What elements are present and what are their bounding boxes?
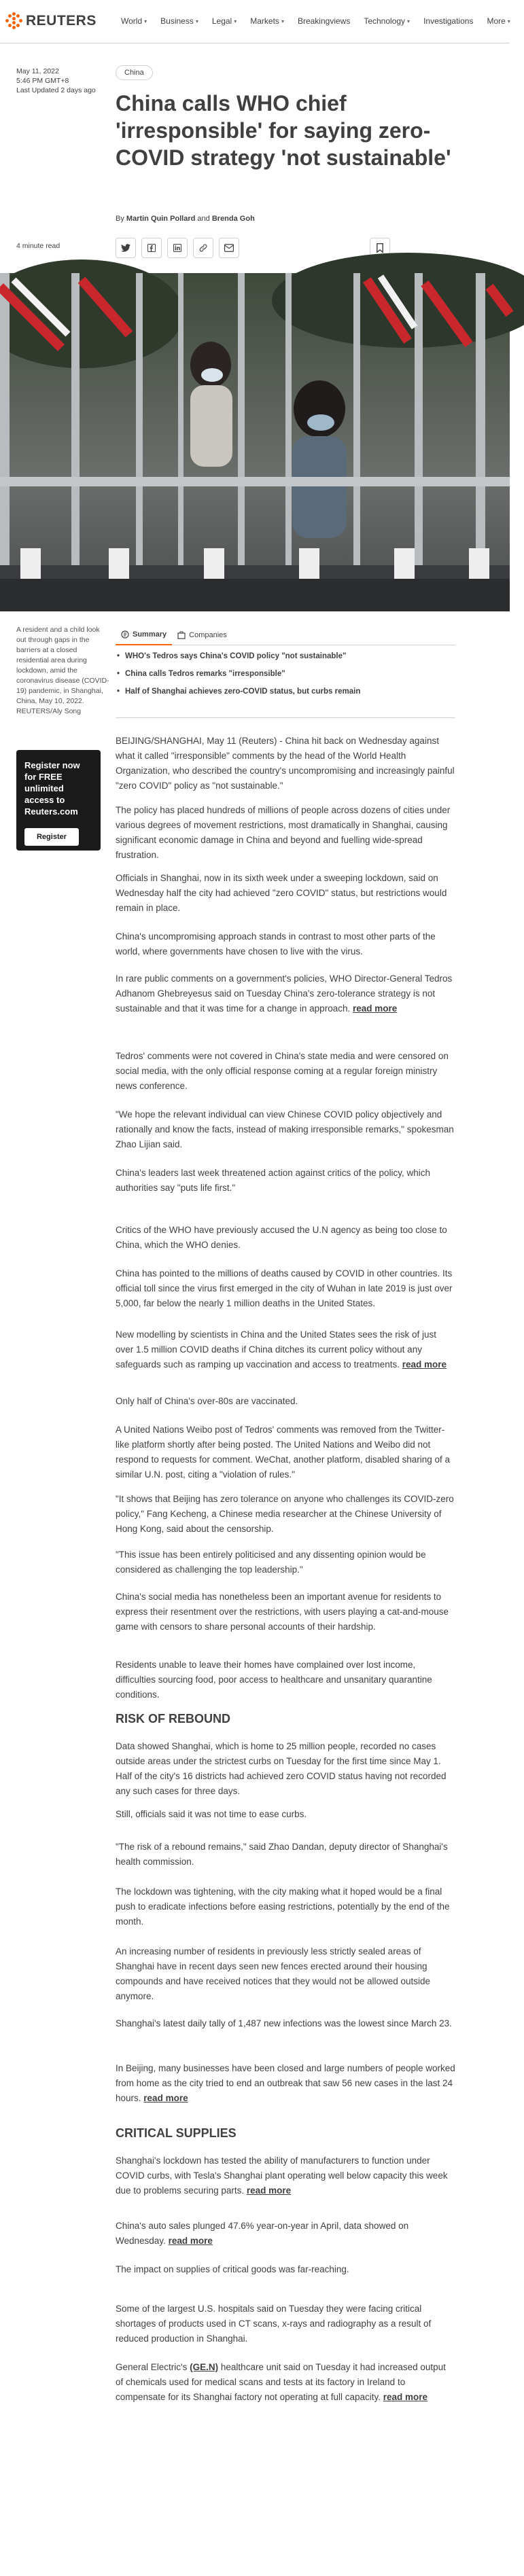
article-paragraph: The impact on supplies of critical goods was far-reaching.: [116, 2264, 349, 2274]
share-twitter-button[interactable]: [116, 238, 136, 258]
nav-item-business[interactable]: Business ▾: [160, 16, 198, 26]
article-paragraph: New modelling by scientists in China and the United States sees the risk of just over 1.5 million COVID deaths if China ditches its current policy without any safeguards such as ramping up vaccination and access to treatments. read more: [116, 1329, 447, 1370]
chevron-down-icon: ▾: [507, 18, 510, 24]
twitter-icon: [121, 244, 130, 252]
register-promo: [16, 750, 101, 851]
article-paragraph: "We hope the relevant individual can view Chinese COVID policy objectively and rationally and know the facts, instead of making irresponsible remarks," spokesman Zhao Lijian said.: [116, 1109, 454, 1149]
summary-list-icon: [121, 630, 129, 639]
reuters-logo[interactable]: [5, 12, 97, 30]
nav-item-legal[interactable]: Legal ▾: [211, 16, 237, 26]
summary-list: [116, 651, 455, 704]
article-paragraph: In rare public comments on a government's policies, WHO Director-General Tedros Adhanom Ghebreyesus said on Tuesday China's zero-tolerance strategy is not sustainable and that it was time for a change in approach. read more: [116, 973, 453, 1014]
article-paragraph: Data showed Shanghai, which is home to 25 million people, recorded no cases outside areas under the strictest curbs on Tuesday for the first time since May 1. Half of the city's 16 districts had achieved zero COVID status having not recorded any such cases for three days.: [116, 1741, 447, 1796]
article-paragraph: An increasing number of residents in previously less strictly sealed areas of Shanghai have in recent days seen new fences erected around their housing compounds and have received notices that they would not be allowed outside anymore.: [116, 1946, 431, 2001]
article-paragraph: China has pointed to the millions of deaths caused by COVID in other countries. Its official toll since the virus first emerged in the city of Wuhan in late 2019 is just over 5,000, far below the nearly 1 million deaths in the United States.: [116, 1268, 453, 1308]
main-nav: [121, 16, 524, 26]
author-link-1[interactable]: Martin Quin Pollard: [126, 215, 196, 223]
article-paragraph: "This issue has been entirely politicised and any dissenting opinion would be considered as challenging the top leadership.": [116, 1550, 426, 1575]
nav-item-investigations[interactable]: Investigations: [423, 16, 474, 26]
companies-icon: [177, 631, 186, 639]
article-paragraph: In Beijing, many businesses have been closed and large numbers of people worked from home as the city tried to end an outbreak that saw 56 new cases in the last 24 hours. read more: [116, 2063, 455, 2103]
promo-text: Register now for FREE unlimited access to Reuters.com: [24, 760, 80, 817]
article-paragraph: Still, officials said it was not time to ease curbs.: [116, 1809, 307, 1819]
tab-companies[interactable]: Companies: [172, 625, 232, 645]
article-updated: Last Updated 2 days ago: [16, 86, 96, 94]
share-bar: [116, 238, 245, 258]
article-paragraph: The policy has placed hundreds of millions of people across dozens of cities under various degrees of movement restrictions, most dramatically in Shanghai, causing significant economic damage in China and beyond and fuelling wide-spread frustration.: [116, 805, 451, 860]
link-icon: [198, 243, 208, 253]
summary-item: • WHO's Tedros says China's COVID policy "not sustainable": [116, 651, 455, 662]
reuters-wordmark: REUTERS: [26, 13, 97, 29]
article-paragraph: China's auto sales plunged 47.6% year-on-year in April, data showed on Wednesday. read more: [116, 2221, 409, 2246]
chevron-down-icon: ▾: [234, 18, 237, 24]
ticker-link[interactable]: (GE.N): [190, 2362, 219, 2372]
nav-item-world[interactable]: World ▾: [121, 16, 147, 26]
facebook-icon: [147, 244, 156, 252]
copy-link-button[interactable]: [193, 238, 213, 258]
article-paragraph: Shanghai's lockdown has tested the ability of manufacturers to function under COVID curbs, with Tesla's Shanghai plant operating well below capacity this week due to problems securing parts. read more: [116, 2155, 448, 2196]
nav-item-markets[interactable]: Markets ▾: [250, 16, 284, 26]
article-paragraph: Residents unable to leave their homes have complained over lost income, difficulties sourcing food, poor access to healthcare and unsanitary quarantine conditions.: [116, 1660, 432, 1700]
article-paragraph: Some of the largest U.S. hospitals said on Tuesday they were facing critical shortages of products used in CT scans, x-rays and radiography as a result of reduced production in Shanghai.: [116, 2304, 432, 2344]
read-more-link[interactable]: read more: [352, 1003, 398, 1014]
share-email-button[interactable]: [219, 238, 239, 258]
section-heading: CRITICAL SUPPLIES: [116, 2126, 237, 2140]
read-more-link[interactable]: read more: [168, 2236, 213, 2246]
register-button[interactable]: Register: [24, 828, 79, 846]
read-more-link[interactable]: read more: [143, 2093, 188, 2103]
article-paragraph: Tedros' comments were not covered in China's state media and were censored on social media, with the only official response coming at a regular foreign ministry news conference.: [116, 1051, 449, 1091]
nav-item-breakingviews[interactable]: Breakingviews: [297, 16, 351, 26]
article-headline: China calls WHO chief 'irresponsible' for saying zero-COVID strategy 'not sustainable': [116, 91, 451, 170]
byline: By Martin Quin Pollard and Brenda Goh: [116, 215, 255, 223]
read-more-link[interactable]: read more: [246, 2185, 292, 2196]
article-paragraph: "It shows that Beijing has zero tolerance on anyone who challenges its COVID-zero policy," Fang Kecheng, a Chinese media researcher at the Chinese University of Hong Kong, said about the censorship.: [116, 1494, 454, 1534]
hero-photo: [0, 273, 510, 611]
article-paragraph: "The risk of a rebound remains," said Zhao Dandan, deputy director of Shanghai's health commission.: [116, 1842, 448, 1867]
nav-item-more[interactable]: More ▾: [487, 16, 510, 26]
article-paragraph: BEIJING/SHANGHAI, May 11 (Reuters) - China hit back on Wednesday against what it called "irresponsible" comments by the head of the World Health Organization, who described the country's uncompromising and increasingly painful "zero COVID" policy as "not sustainable.": [116, 736, 455, 791]
read-more-link[interactable]: read more: [402, 1359, 447, 1370]
read-more-link[interactable]: read more: [383, 2392, 428, 2402]
chevron-down-icon: ▾: [281, 18, 284, 24]
article-paragraph: Shanghai's latest daily tally of 1,487 new infections was the lowest since March 23.: [116, 2018, 452, 2028]
lockdown-barrier-photo: [0, 273, 510, 611]
email-icon: [224, 244, 234, 252]
article-paragraph: China's uncompromising approach stands in contrast to most other parts of the world, where governments have chosen to live with the virus.: [116, 931, 436, 956]
top-navigation: [0, 0, 510, 43]
share-facebook-button[interactable]: [141, 238, 162, 258]
tab-summary[interactable]: Summary: [116, 625, 172, 645]
photo-caption: A resident and a child look out through gaps in the barriers at a closed residential area during lockdown, amid the coronavirus disease (COVID-19) pandemic, in Shanghai, China, May 10, 2022. REUTERS/Aly Song: [16, 626, 109, 715]
author-link-2[interactable]: Brenda Goh: [211, 215, 255, 223]
section-tag[interactable]: China: [116, 65, 153, 80]
summary-item: • Half of Shanghai achieves zero-COVID status, but curbs remain: [116, 686, 455, 697]
article-paragraph: China's leaders last week threatened action against critics of the policy, which authorities say "puts life first.": [116, 1168, 431, 1193]
bookmark-icon: [377, 243, 383, 253]
article-meta: [16, 67, 96, 95]
divider: [116, 717, 455, 718]
article-paragraph: Critics of the WHO have previously accused the U.N agency as being too close to China, which the WHO denies.: [116, 1225, 447, 1250]
chevron-down-icon: ▾: [195, 18, 198, 24]
article-paragraph: General Electric's (GE.N) healthcare unit said on Tuesday it had increased output of chemicals used for medical scans and tests at its factory in Ireland to compensate for its Shanghai factory not operating at full capacity. read more: [116, 2362, 446, 2402]
nav-item-technology[interactable]: Technology ▾: [364, 16, 411, 26]
article-time: 5:46 PM GMT+8: [16, 77, 69, 85]
summary-item: • China calls Tedros remarks "irresponsible": [116, 668, 455, 679]
share-linkedin-button[interactable]: [167, 238, 188, 258]
section-heading: RISK OF REBOUND: [116, 1712, 231, 1725]
article-paragraph: Officials in Shanghai, now in its sixth week under a sweeping lockdown, said on Wednesday half the city had achieved "zero COVID" status, but restrictions would remain in place.: [116, 873, 447, 913]
read-time: 4 minute read: [16, 242, 60, 250]
linkedin-icon: [173, 244, 181, 252]
reuters-logo-icon: [5, 12, 23, 30]
article-date: May 11, 2022: [16, 67, 59, 75]
article-paragraph: The lockdown was tightening, with the city making what it hoped would be a final push to eradicate infections before easing restrictions, potentially by the end of the month.: [116, 1886, 450, 1927]
article-paragraph: A United Nations Weibo post of Tedros' comments was removed from the Twitter-like platform shortly after being posted. The United Nations and Weibo did not respond to requests for comment. WeChat, another platform, disabled sharing of a similar U.N. post, citing a "violation of rules.": [116, 1425, 451, 1480]
article-paragraph: China's social media has nonetheless been an important avenue for residents to express their resentment over the restrictions, with users playing a cat-and-mouse game with censors to share personal accounts of their hardship.: [116, 1592, 449, 1632]
chevron-down-icon: ▾: [407, 18, 411, 24]
summary-tabs: [116, 625, 455, 645]
article-paragraph: Only half of China's over-80s are vaccinated.: [116, 1396, 298, 1406]
chevron-down-icon: ▾: [144, 18, 147, 24]
